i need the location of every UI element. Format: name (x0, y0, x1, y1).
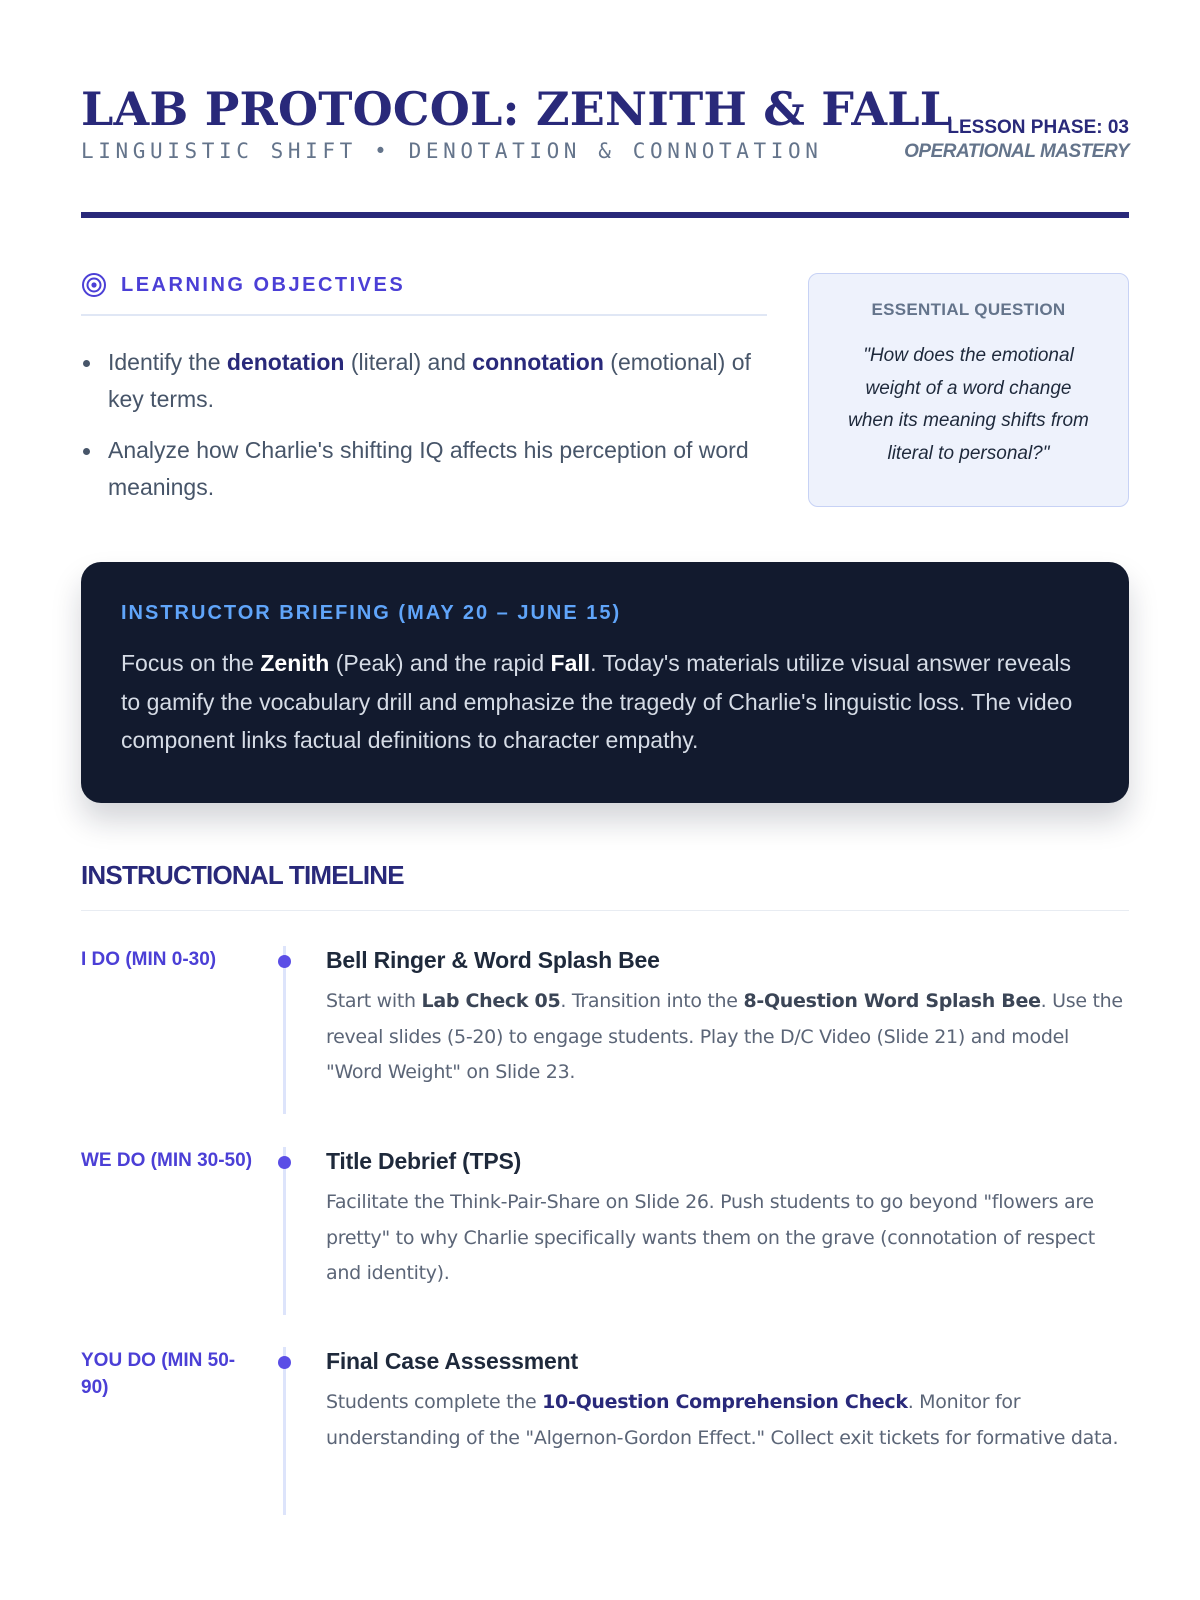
timeline-phase-label: YOU DO (MIN 50-90) (81, 1350, 236, 1398)
timeline-step-heading: Title Debrief (TPS) (326, 1148, 522, 1174)
timeline-step-heading: Bell Ringer & Word Splash Bee (326, 947, 660, 973)
timeline-divider (81, 910, 1129, 911)
timeline-dot (278, 1156, 291, 1169)
timeline-connector (283, 1147, 286, 1315)
timeline-dot (278, 1356, 291, 1369)
timeline-step-body (326, 946, 1129, 1091)
timeline-phase-label: WE DO (MIN 30-50) (81, 1150, 253, 1171)
objective-item: Analyze how Charlie's shifting IQ affects his perception of word meanings. (81, 432, 767, 506)
lesson-phase-subtitle: OPERATIONAL MASTERY (904, 141, 1129, 162)
timeline-connector (283, 946, 286, 1114)
header (81, 82, 1129, 222)
essential-question-label: ESSENTIAL QUESTION (871, 300, 1066, 319)
timeline-step-body (326, 1347, 1129, 1456)
briefing-title: INSTRUCTOR BRIEFING (MAY 20 – JUNE 15) (121, 602, 622, 624)
objective-item: Identify the denotation (literal) and connotation (emotional) of key terms. (81, 344, 767, 418)
instructor-briefing (81, 562, 1129, 803)
objective-term-connotation: connotation (472, 349, 604, 375)
learning-objectives (81, 270, 767, 520)
timeline-step-description: Facilitate the Think-Pair-Share on Slide 26. Push students to go beyond "flowers are pretty" to why Charlie specifically wants them on the grave (connotation of respect and identity). (326, 1191, 1095, 1284)
page-subtitle: LINGUISTIC SHIFT • DENOTATION & CONNOTATION (81, 139, 823, 163)
timeline-step-body (326, 1147, 1129, 1292)
objectives-heading (81, 270, 767, 300)
target-icon (81, 272, 107, 298)
objective-term-denotation: denotation (226, 349, 345, 375)
lesson-phase-label: LESSON PHASE: 03 (947, 117, 1129, 138)
header-divider (81, 212, 1129, 218)
briefing-text: Focus on the Zenith (Peak) and the rapid Fall. Today's materials utilize visual answer reveals to gamify the vocabulary drill and emphasize the tragedy of Charlie's linguistic loss. The video component links factual definitions to character empathy. (121, 650, 1073, 753)
page-title: LAB PROTOCOL: ZENITH & FALL (81, 82, 953, 136)
lesson-phase (904, 116, 1129, 164)
timeline-step-description: Start with Lab Check 05. Transition into the 8-Question Word Splash Bee. Use the reveal slides (5-20) to engage students. Play the D/C Video (Slide 21) and model "Word Weight" on Slide 23. (326, 990, 1123, 1083)
timeline-step-description: Students complete the 10-Question Comprehension Check. Monitor for understanding of the "Algernon-Gordon Effect." Collect exit tickets for formative data. (326, 1391, 1119, 1449)
timeline-connector (283, 1347, 286, 1515)
timeline-phase-label: I DO (MIN 0-30) (81, 949, 217, 970)
objectives-title: LEARNING OBJECTIVES (121, 273, 406, 296)
briefing-term-zenith: Zenith (260, 650, 330, 676)
objectives-list (81, 344, 767, 506)
timeline-title: INSTRUCTIONAL TIMELINE (81, 860, 404, 890)
briefing-term-fall: Fall (550, 650, 591, 676)
objectives-divider (81, 314, 767, 316)
essential-question-text: "How does the emotional weight of a word change when its meaning shifts from literal to personal?" (848, 345, 1089, 464)
timeline-dot (278, 955, 291, 968)
timeline-step-heading: Final Case Assessment (326, 1348, 578, 1374)
essential-question-card (808, 273, 1129, 507)
